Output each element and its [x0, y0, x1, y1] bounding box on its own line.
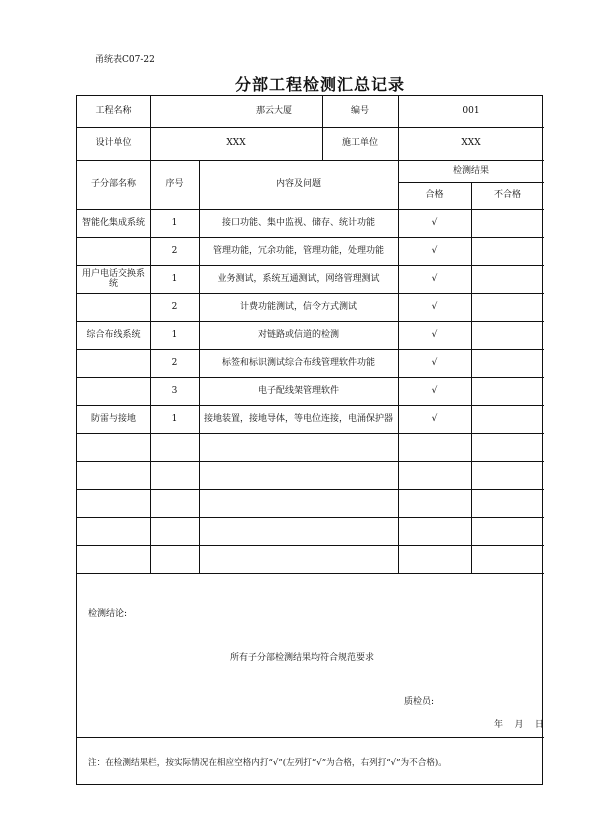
cell-seq	[150, 517, 199, 545]
grid-line	[398, 96, 399, 160]
cell-seq: 1	[171, 329, 178, 340]
project-name-value: 那云大厦	[255, 106, 292, 117]
grid-line	[77, 237, 544, 238]
construction-unit-value: XXX	[461, 138, 481, 149]
cell-seq: 1	[171, 273, 178, 284]
cell-subsystem	[77, 377, 150, 405]
cell-fail	[471, 293, 544, 321]
cell-pass	[398, 517, 471, 545]
cell-pass: √	[431, 357, 438, 368]
cell-subsystem	[77, 545, 150, 573]
cell-fail	[471, 265, 544, 293]
cell-seq: 2	[171, 301, 178, 312]
cell-content: 对链路或信道的检测	[257, 329, 339, 340]
number-label: 编号	[350, 106, 369, 117]
cell-seq: 3	[171, 385, 178, 396]
grid-line	[77, 461, 544, 462]
grid-line	[471, 182, 472, 573]
cell-seq: 1	[171, 413, 178, 424]
cell-content	[199, 517, 398, 545]
cell-fail	[471, 517, 544, 545]
cell-fail	[471, 209, 544, 237]
number-value: 001	[462, 106, 480, 117]
cell-fail	[471, 321, 544, 349]
grid-line	[77, 265, 544, 266]
cell-fail	[471, 405, 544, 433]
grid-line	[77, 517, 544, 518]
cell-subsystem	[77, 489, 150, 517]
cell-seq	[150, 489, 199, 517]
inspector-label: 质检员:	[404, 697, 435, 707]
grid-line	[199, 160, 200, 573]
grid-line	[77, 127, 544, 128]
col-pass-header: 合格	[425, 190, 444, 201]
cell-seq	[150, 461, 199, 489]
cell-subsystem	[77, 349, 150, 377]
construction-unit-label: 施工单位	[341, 138, 378, 149]
cell-content	[199, 489, 398, 517]
cell-subsystem	[77, 433, 150, 461]
grid-line	[77, 489, 544, 490]
form-code: 甬统表C07-22	[95, 55, 155, 65]
cell-subsystem: 综合布线系统	[86, 329, 141, 340]
cell-content: 标签和标识测试综合布线管理软件功能	[221, 357, 375, 368]
cell-subsystem	[77, 461, 150, 489]
design-unit-label: 设计单位	[95, 138, 132, 149]
cell-fail	[471, 489, 544, 517]
conclusion-label: 检测结论:	[88, 609, 128, 619]
cell-seq: 2	[171, 245, 178, 256]
cell-pass: √	[431, 385, 438, 396]
grid-line	[77, 433, 544, 434]
cell-pass: √	[431, 329, 438, 340]
page-title: 分部工程检测汇总记录	[234, 75, 405, 94]
cell-subsystem: 防雷与接地	[90, 413, 136, 424]
cell-pass	[398, 433, 471, 461]
grid-line	[77, 377, 544, 378]
cell-content: 接地装置，接地导体，等电位连接，电涌保护器	[203, 413, 393, 424]
grid-line	[77, 737, 544, 738]
footnote: 注：在检测结果栏，按实际情况在相应空格内打“√”(左列打“√”为合格，右列打“√”为不合格)。	[88, 758, 447, 768]
cell-subsystem	[77, 517, 150, 545]
grid-line	[77, 293, 544, 294]
design-unit-value: XXX	[226, 138, 246, 149]
cell-subsystem: 智能化集成系统	[81, 217, 145, 228]
cell-content: 电子配线架管理软件	[257, 385, 339, 396]
cell-pass	[398, 461, 471, 489]
grid-line	[322, 96, 323, 160]
cell-content: 管理功能，冗余功能，管理功能，处理功能	[212, 245, 384, 256]
date-label: 年 月 日	[494, 720, 544, 730]
col-subsystem-header: 子分部名称	[90, 179, 136, 190]
cell-pass	[398, 489, 471, 517]
cell-pass: √	[431, 301, 438, 312]
cell-seq: 1	[171, 217, 178, 228]
project-name-label: 工程名称	[95, 106, 132, 117]
cell-seq: 2	[171, 357, 178, 368]
cell-fail	[471, 237, 544, 265]
conclusion-text: 所有子分部检测结果均符合规范要求	[230, 653, 375, 663]
cell-content	[199, 433, 398, 461]
grid-line	[77, 160, 544, 161]
grid-line	[77, 209, 544, 210]
cell-fail	[471, 377, 544, 405]
grid-line	[77, 573, 544, 574]
cell-pass: √	[431, 413, 438, 424]
cell-fail	[471, 461, 544, 489]
grid-line	[77, 405, 544, 406]
cell-seq	[150, 545, 199, 573]
cell-subsystem: 用户电话交换系统	[81, 268, 145, 289]
cell-pass: √	[431, 273, 438, 284]
cell-fail	[471, 433, 544, 461]
cell-content	[199, 545, 398, 573]
inspection-form	[76, 95, 543, 785]
col-seq-header: 序号	[165, 179, 184, 190]
grid-line	[398, 160, 399, 573]
cell-content	[199, 461, 398, 489]
grid-line	[77, 321, 544, 322]
grid-line	[77, 349, 544, 350]
col-fail-header: 不合格	[493, 190, 521, 201]
cell-fail	[471, 349, 544, 377]
cell-content: 业务测试，系统互通测试，网络管理测试	[217, 273, 380, 284]
cell-content: 计费功能测试，信令方式测试	[239, 301, 357, 312]
cell-pass: √	[431, 245, 438, 256]
col-result-header: 检测结果	[452, 165, 489, 176]
cell-pass: √	[431, 217, 438, 228]
cell-seq	[150, 433, 199, 461]
cell-subsystem	[77, 293, 150, 321]
col-content-header: 内容及问题	[275, 179, 321, 190]
cell-fail	[471, 545, 544, 573]
grid-line	[150, 96, 151, 160]
grid-line	[150, 160, 151, 573]
cell-pass	[398, 545, 471, 573]
grid-line	[77, 545, 544, 546]
cell-subsystem	[77, 237, 150, 265]
cell-content: 接口功能、集中监视、储存、统计功能	[221, 217, 375, 228]
